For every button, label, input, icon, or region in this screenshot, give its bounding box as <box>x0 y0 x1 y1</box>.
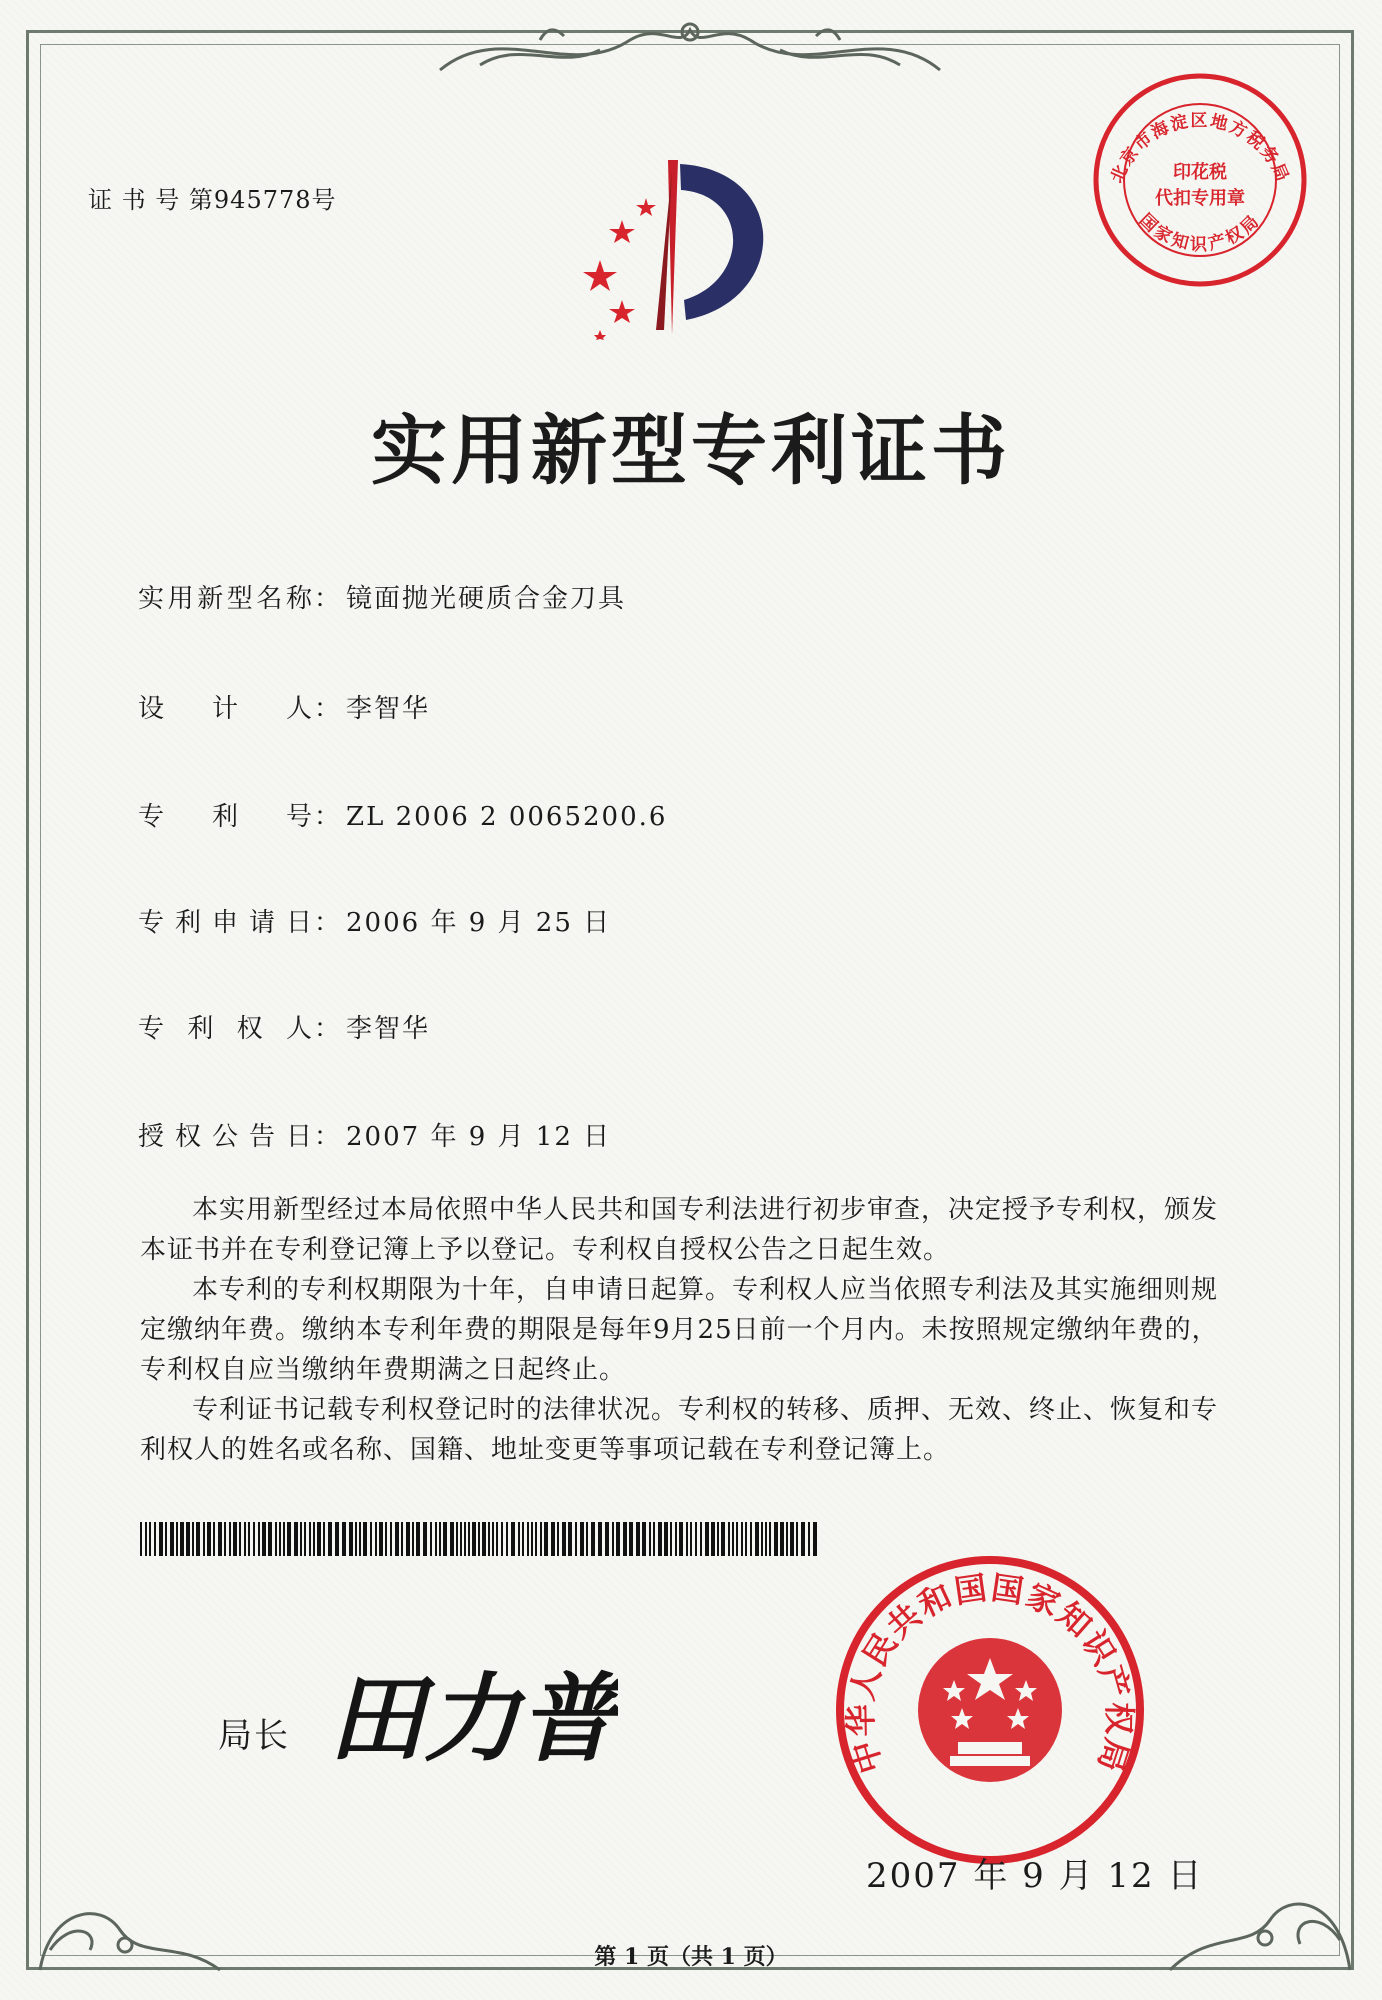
barcode-bar <box>412 1522 414 1556</box>
field-separator: ： <box>314 908 343 938</box>
certificate-number <box>88 180 337 215</box>
barcode-bar <box>149 1522 151 1556</box>
barcode-bar <box>423 1522 427 1556</box>
barcode-bar <box>262 1522 266 1556</box>
barcode-bar <box>580 1522 584 1556</box>
barcode-bar <box>761 1522 763 1556</box>
barcode-bar <box>258 1522 260 1556</box>
field-designer <box>138 688 430 725</box>
barcode-bar <box>154 1522 156 1556</box>
barcode-bar <box>711 1522 715 1556</box>
barcode-bar <box>435 1522 437 1556</box>
barcode-bar <box>728 1522 730 1556</box>
barcode-bar <box>464 1522 466 1556</box>
barcode-bar <box>488 1522 490 1556</box>
barcode-bar <box>642 1522 646 1556</box>
svg-text:国家知识产权局 <box>1135 210 1265 255</box>
barcode-bar <box>450 1522 454 1556</box>
barcode-bar <box>679 1522 683 1556</box>
barcode-bar <box>616 1522 620 1556</box>
barcode-bar <box>145 1522 147 1556</box>
issue-date: 2007 年 9 月 12 日 <box>866 1856 1204 1896</box>
field-utility-model-name <box>138 578 626 615</box>
field-separator: ： <box>314 1122 343 1152</box>
barcode-bar <box>636 1522 640 1556</box>
field-separator: ： <box>314 802 343 832</box>
tax-stamp-center-line-1: 印花税 <box>1173 162 1227 183</box>
barcode-bar <box>629 1522 633 1556</box>
barcode-bar <box>294 1522 298 1556</box>
barcode-bar <box>375 1522 377 1556</box>
barcode-bar <box>518 1522 520 1556</box>
field-value: 李智华 <box>346 694 431 724</box>
top-ornament <box>420 10 960 90</box>
barcode-bar <box>690 1522 692 1556</box>
barcode-bar <box>786 1522 788 1556</box>
barcode-bar <box>180 1522 184 1556</box>
director-label: 局长 <box>218 1716 290 1756</box>
barcode-bar <box>551 1522 555 1556</box>
barcode-bar <box>568 1522 572 1556</box>
barcode-bar <box>557 1522 559 1556</box>
barcode-bar <box>472 1522 476 1556</box>
barcode-bar <box>406 1522 410 1556</box>
barcode-bar <box>456 1522 458 1556</box>
body-paragraph: 本实用新型经过本局依照中华人民共和国专利法进行初步审查，决定授予专利权，颁发本证书并在专利登记簿上予以登记。专利权自授权公告之日起生效。 <box>140 1195 1219 1265</box>
barcode-bar <box>239 1522 241 1556</box>
barcode-bar <box>478 1522 480 1556</box>
field-application-date <box>138 902 611 939</box>
barcode-bar <box>612 1522 614 1556</box>
barcode-bar <box>313 1522 315 1556</box>
field-label: 专利权人 <box>138 1014 314 1044</box>
barcode-bar <box>170 1522 174 1556</box>
tax-stamp-center-line-2: 代扣专用章 <box>1155 188 1245 209</box>
barcode-bar <box>159 1522 163 1556</box>
barcode-bar <box>379 1522 383 1556</box>
barcode-bar <box>385 1522 387 1556</box>
field-value: 镜面抛光硬质合金刀具 <box>346 584 627 614</box>
field-label: 专利申请日 <box>138 908 314 938</box>
field-patentee <box>138 1008 430 1045</box>
field-value: 2007 年 9 月 12 日 <box>346 1122 612 1152</box>
barcode-bar <box>750 1522 752 1556</box>
field-separator: ： <box>314 584 343 614</box>
director-signature <box>318 1642 618 1782</box>
office-seal <box>830 1550 1150 1870</box>
office-seal-ring-text: 中华人民共和国国家知识产权局 <box>841 1568 1139 1778</box>
barcode-bar <box>349 1522 353 1556</box>
tax-stamp-ring-bottom-text: 国家知识产权局 <box>1135 210 1265 255</box>
barcode-bar <box>808 1522 810 1556</box>
certificate-body <box>140 1190 1230 1470</box>
barcode-bar <box>323 1522 325 1556</box>
barcode-bar <box>224 1522 226 1556</box>
barcode-bar <box>591 1522 595 1556</box>
barcode-bar <box>300 1522 302 1556</box>
barcode-bar <box>522 1522 524 1556</box>
barcode-bar <box>317 1522 321 1556</box>
field-label: 设计人 <box>138 694 314 724</box>
certificate-number-label: 证 书 号 <box>88 186 181 214</box>
field-value: 2006 年 9 月 25 日 <box>346 908 612 938</box>
barcode-bar <box>342 1522 346 1556</box>
field-label: 授权公告日 <box>138 1122 314 1152</box>
barcode-bar <box>765 1522 767 1556</box>
barcode-bar <box>196 1522 200 1556</box>
barcode-bar <box>686 1522 688 1556</box>
barcode-bar <box>328 1522 332 1556</box>
barcode-bar <box>506 1522 508 1556</box>
barcode-bar <box>283 1522 285 1556</box>
barcode-bar <box>544 1522 548 1556</box>
barcode-bar <box>721 1522 725 1556</box>
barcode-bar <box>801 1522 805 1556</box>
barcode-bar <box>460 1522 462 1556</box>
patent-office-emblem-icon <box>560 150 780 340</box>
barcode-bar <box>531 1522 533 1556</box>
barcode-bar <box>540 1522 542 1556</box>
barcode-bar <box>705 1522 709 1556</box>
barcode-bar <box>769 1522 771 1556</box>
signature-text: 田力普 <box>328 1662 616 1775</box>
field-value: ZL 2006 2 0065200.6 <box>346 802 668 832</box>
barcode-bar <box>218 1522 222 1556</box>
barcode-bar <box>439 1522 441 1556</box>
barcode-bar <box>492 1522 494 1556</box>
certificate-title: 实用新型专利证书 <box>371 406 1011 495</box>
barcode-bar <box>390 1522 392 1556</box>
barcode-bar <box>416 1522 420 1556</box>
barcode-bar <box>700 1522 702 1556</box>
barcode-bar <box>695 1522 697 1556</box>
body-paragraph: 专利证书记载专利权登记时的法律状况。专利权的转移、质押、无效、终止、恢复和专利权人的姓名或名称、国籍、地址变更等事项记载在专利登记簿上。 <box>140 1395 1219 1465</box>
barcode-bar <box>717 1522 719 1556</box>
tax-stamp-ring-text: 北京市海淀区地方税务局 <box>1107 111 1293 186</box>
barcode-bar <box>562 1522 566 1556</box>
field-separator: ： <box>314 1014 343 1044</box>
barcode-bar <box>741 1522 743 1556</box>
barcode-bar <box>370 1522 372 1556</box>
barcode-bar <box>401 1522 403 1556</box>
barcode-bar <box>598 1522 602 1556</box>
barcode-bar <box>482 1522 486 1556</box>
barcode-bar <box>675 1522 677 1556</box>
barcode-bar <box>745 1522 747 1556</box>
barcode-bar <box>780 1522 784 1556</box>
barcode-bar <box>279 1522 281 1556</box>
barcode <box>140 1522 820 1556</box>
barcode-bar <box>248 1522 250 1556</box>
barcode-bar <box>653 1522 655 1556</box>
barcode-bar <box>229 1522 231 1556</box>
barcode-bar <box>359 1522 361 1556</box>
barcode-bar <box>355 1522 357 1556</box>
field-label: 实用新型名称 <box>138 584 314 614</box>
barcode-bar <box>287 1522 291 1556</box>
barcode-bar <box>304 1522 306 1556</box>
barcode-bar <box>430 1522 432 1556</box>
barcode-bar <box>501 1522 503 1556</box>
barcode-bar <box>275 1522 277 1556</box>
barcode-bar <box>213 1522 215 1556</box>
barcode-bar <box>535 1522 537 1556</box>
page-number: 第 1 页（共 1 页） <box>594 1944 788 1970</box>
barcode-bar <box>605 1522 609 1556</box>
barcode-bar <box>670 1522 672 1556</box>
barcode-bar <box>395 1522 399 1556</box>
barcode-bar <box>796 1522 798 1556</box>
field-separator: ： <box>314 694 343 724</box>
barcode-bar <box>207 1522 211 1556</box>
barcode-bar <box>575 1522 577 1556</box>
barcode-bar <box>233 1522 237 1556</box>
barcode-bar <box>443 1522 447 1556</box>
barcode-bar <box>203 1522 205 1556</box>
barcode-bar <box>813 1522 817 1556</box>
barcode-bar <box>176 1522 178 1556</box>
barcode-bar <box>755 1522 759 1556</box>
barcode-bar <box>268 1522 272 1556</box>
barcode-bar <box>774 1522 778 1556</box>
barcode-bar <box>736 1522 738 1556</box>
field-patent-number <box>138 796 667 833</box>
barcode-bar <box>253 1522 255 1556</box>
certificate-number-value: 第945778号 <box>188 186 337 214</box>
barcode-bar <box>363 1522 367 1556</box>
barcode-bar <box>658 1522 662 1556</box>
barcode-bar <box>335 1522 339 1556</box>
barcode-bar <box>586 1522 588 1556</box>
field-label: 专利号 <box>138 802 314 832</box>
barcode-bar <box>496 1522 498 1556</box>
barcode-bar <box>244 1522 246 1556</box>
barcode-bar <box>468 1522 470 1556</box>
body-paragraph: 本专利的专利权期限为十年，自申请日起算。专利权人应当依照专利法及其实施细则规定缴纳年费。缴纳本专利年费的期限是每年9月25日前一个月内。未按照规定缴纳年费的，专利权自应当缴纳年费期满之日起终止。 <box>140 1275 1219 1385</box>
barcode-bar <box>511 1522 515 1556</box>
barcode-bar <box>649 1522 651 1556</box>
barcode-bar <box>186 1522 190 1556</box>
barcode-bar <box>527 1522 529 1556</box>
field-value: 李智华 <box>346 1014 431 1044</box>
barcode-bar <box>165 1522 167 1556</box>
barcode-bar <box>309 1522 311 1556</box>
barcode-bar <box>623 1522 627 1556</box>
barcode-bar <box>732 1522 734 1556</box>
barcode-bar <box>140 1522 142 1556</box>
barcode-bar <box>790 1522 794 1556</box>
barcode-bar <box>664 1522 668 1556</box>
field-grant-announcement-date <box>138 1116 611 1153</box>
tax-stamp <box>1090 70 1310 290</box>
barcode-bar <box>192 1522 194 1556</box>
